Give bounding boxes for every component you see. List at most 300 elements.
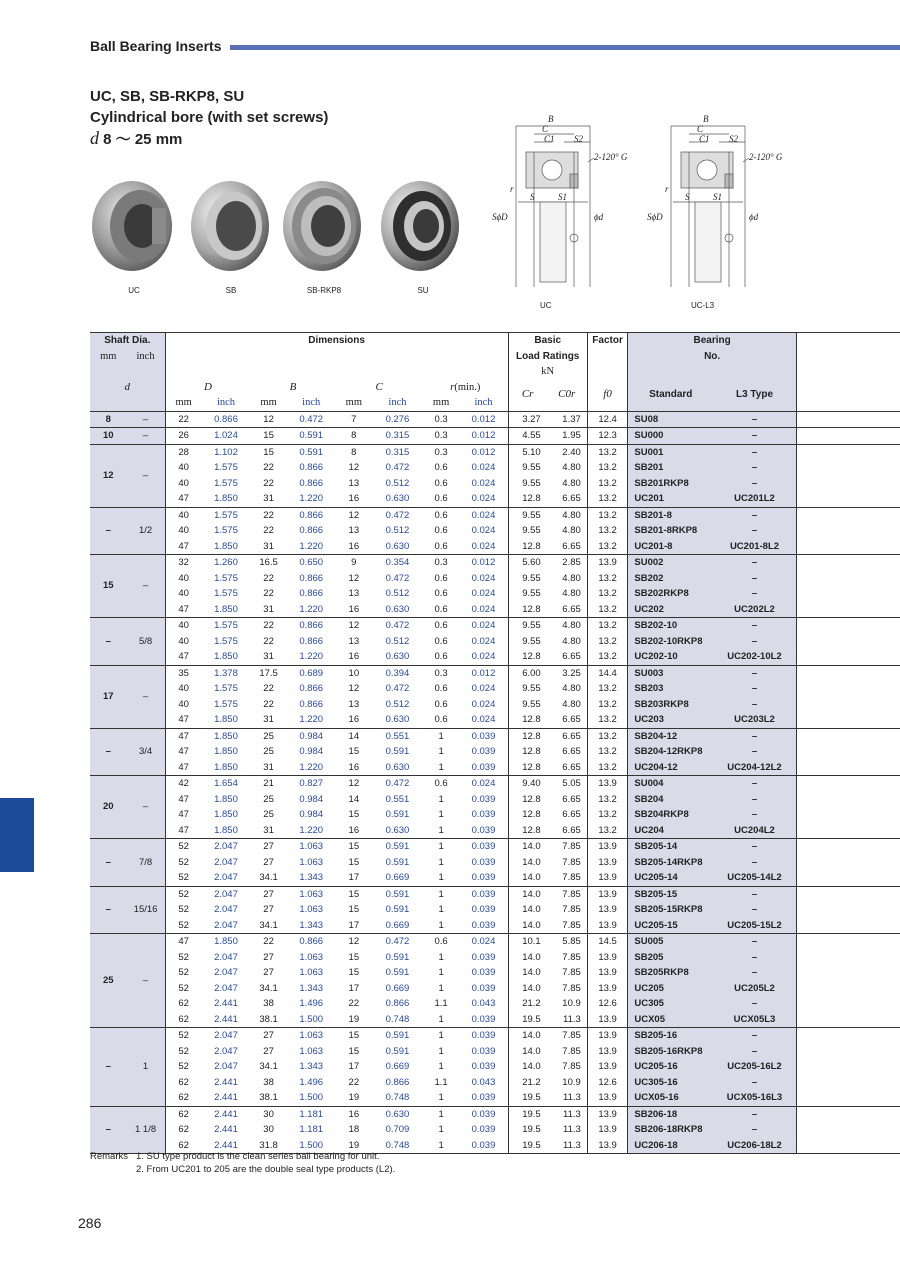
th-r: r <box>450 380 455 393</box>
dimension-cell: 2.047 <box>214 919 238 931</box>
dimension-cell: 13 <box>348 525 360 536</box>
dimension-cell: 1.496 <box>299 1076 324 1088</box>
shaft-dia-mm: 17 <box>90 665 127 728</box>
side-index-tab <box>0 798 34 872</box>
dimension-cell: 0.039 <box>471 809 496 820</box>
dimension-cell: 22 <box>178 413 189 425</box>
l3-bearing-no: – <box>713 555 796 571</box>
dimension-cell: 13 <box>348 698 360 710</box>
ucl3-dim-s1: S1 <box>713 192 722 202</box>
dimension-cell: 12 <box>348 572 360 584</box>
dimension-cell: 0.024 <box>471 477 496 489</box>
cr-cell: 12.8 <box>508 744 547 760</box>
dimension-cell: 13 <box>348 588 360 599</box>
dimension-cell: 47 <box>178 730 189 742</box>
dimension-cell: 0.512 <box>385 588 410 599</box>
l3-bearing-no: – <box>713 444 796 460</box>
dimension-cell: 62 <box>178 1124 189 1135</box>
su-photo <box>380 178 465 274</box>
cor-cell: 2.40 <box>562 446 581 458</box>
dimension-cell: 0.6 <box>434 620 448 631</box>
factor-cell: 13.9 <box>587 1122 628 1138</box>
dimension-cell: 0.024 <box>471 698 496 710</box>
cor-cell: 6.65 <box>562 793 581 805</box>
dimension-cell: 1.850 <box>214 730 238 742</box>
dimension-cell: 47 <box>178 936 189 947</box>
row-filler <box>796 602 900 618</box>
l3-bearing-no: UC203L2 <box>713 712 796 728</box>
row-filler <box>796 744 900 760</box>
dimension-cell: 22 <box>263 588 274 599</box>
dimension-cell: 31 <box>263 761 274 773</box>
dimension-cell: 0.6 <box>434 588 448 599</box>
cor-cell: 6.65 <box>562 746 581 757</box>
th-B: B <box>289 380 297 393</box>
shaft-dia-inch: – <box>127 665 166 728</box>
dimension-cell: 1.181 <box>299 1108 324 1120</box>
factor-cell: 13.9 <box>587 886 628 902</box>
dimension-cell: 1.850 <box>214 761 238 773</box>
dimension-cell: 27 <box>263 904 274 915</box>
cor-cell: 4.80 <box>562 462 581 473</box>
dimension-cell: 62 <box>178 1092 189 1103</box>
dimension-cell: 1.496 <box>299 998 324 1009</box>
cor-cell: 6.65 <box>562 730 581 742</box>
dimension-cell: 27 <box>263 888 274 900</box>
dimension-cell: 0.3 <box>434 430 448 441</box>
standard-bearing-no: SB204-12RKP8 <box>628 744 713 760</box>
dimension-cell: 0.669 <box>385 1061 410 1072</box>
standard-bearing-no: SB203RKP8 <box>628 697 713 713</box>
dimension-cell: 0.591 <box>385 809 410 820</box>
row-filler <box>796 870 900 886</box>
factor-cell: 13.2 <box>587 681 628 697</box>
dimension-cell: 1.850 <box>214 714 238 725</box>
l3-bearing-no: – <box>713 902 796 918</box>
table-row <box>90 1075 900 1091</box>
l3-bearing-no: – <box>713 965 796 981</box>
uc-dim-s: S <box>530 192 535 202</box>
dimension-cell: 22 <box>263 462 274 473</box>
standard-bearing-no: UC206-18 <box>628 1138 713 1154</box>
factor-cell: 13.2 <box>587 491 628 507</box>
cor-cell: 4.80 <box>562 572 581 584</box>
dimension-cell: 47 <box>178 824 189 836</box>
dimension-cell: 15 <box>263 430 274 441</box>
shaft-dia-inch: 7/8 <box>127 839 166 887</box>
dimension-cell: 0.012 <box>471 430 496 441</box>
standard-bearing-no: SB204RKP8 <box>628 807 713 823</box>
dimension-cell: 0.866 <box>299 509 324 521</box>
row-filler <box>796 1138 900 1154</box>
cr-cell: 19.5 <box>508 1012 547 1028</box>
dimension-cell: 1.1 <box>434 998 448 1009</box>
dimension-cell: 1.850 <box>214 809 238 820</box>
ucl3-dim-g: 2-120° G <box>749 152 783 162</box>
row-filler <box>796 1122 900 1138</box>
th-f0: f0 <box>603 388 612 401</box>
cor-cell: 6.65 <box>562 603 581 615</box>
table-row <box>90 918 900 934</box>
standard-bearing-no: SB205-16 <box>628 1028 713 1044</box>
standard-bearing-no: SB201-8RKP8 <box>628 523 713 539</box>
dimension-cell: 0.315 <box>385 430 410 441</box>
dimension-cell: 31 <box>263 651 274 662</box>
standard-bearing-no: SU000 <box>628 428 713 445</box>
dimension-cell: 1 <box>438 872 444 883</box>
dimension-cell: 0.630 <box>385 1108 410 1120</box>
shaft-dia-mm: – <box>90 886 127 934</box>
table-row <box>90 855 900 871</box>
dimension-cell: 1.102 <box>214 446 238 458</box>
dimension-cell: 0.512 <box>385 525 410 536</box>
uc-l3-diagram-label: UC-L3 <box>691 301 715 310</box>
cor-cell: 7.85 <box>562 982 581 994</box>
standard-bearing-no: SB205-16RKP8 <box>628 1044 713 1060</box>
cor-cell: 11.3 <box>562 1139 581 1151</box>
dimension-cell: 0.012 <box>471 446 496 458</box>
row-filler <box>796 539 900 555</box>
dimension-cell: 2.441 <box>214 1076 238 1088</box>
cor-cell: 7.85 <box>562 951 581 963</box>
table-row <box>90 428 900 445</box>
row-filler <box>796 996 900 1012</box>
cr-cell: 12.8 <box>508 649 547 665</box>
l3-bearing-no: – <box>713 681 796 697</box>
dimension-cell: 0.472 <box>385 462 410 473</box>
shaft-dia-mm: – <box>90 1028 127 1107</box>
dimension-cell: 0.3 <box>434 413 448 425</box>
dimension-cell: 22 <box>263 683 274 694</box>
dimension-cell: 0.984 <box>299 730 324 742</box>
dimension-cell: 52 <box>178 982 189 994</box>
shaft-dia-mm: – <box>90 507 127 555</box>
dimension-cell: 2.047 <box>214 1045 238 1057</box>
dimension-cell: 17 <box>348 872 360 883</box>
cor-cell: 10.9 <box>562 1076 581 1088</box>
dimension-cell: 1.063 <box>299 856 324 868</box>
dimension-cell: 31 <box>263 540 274 552</box>
row-filler <box>796 491 900 507</box>
dimension-cell: 0.472 <box>385 683 410 694</box>
standard-bearing-no: SB205-15 <box>628 886 713 902</box>
th-D: D <box>203 380 212 393</box>
cor-cell: 4.80 <box>562 698 581 710</box>
cor-cell: 4.80 <box>562 683 581 694</box>
dimension-cell: 0.024 <box>471 525 496 536</box>
dimension-cell: 47 <box>178 493 189 504</box>
cr-cell: 12.8 <box>508 807 547 823</box>
dimension-cell: 0.866 <box>299 462 324 473</box>
dimension-cell: 0.039 <box>471 824 496 836</box>
dimension-cell: 1.063 <box>299 904 324 915</box>
section-title: Ball Bearing Inserts <box>90 38 222 54</box>
dimension-cell: 0.6 <box>434 540 448 552</box>
dimension-cell: 0.984 <box>299 746 324 757</box>
l3-bearing-no: – <box>713 855 796 871</box>
dimension-cell: 0.866 <box>299 525 324 536</box>
dimension-cell: 52 <box>178 951 189 963</box>
l3-bearing-no: – <box>713 792 796 808</box>
standard-bearing-no: UC202-10 <box>628 649 713 665</box>
dimension-cell: 15 <box>263 446 274 458</box>
dimension-cell: 52 <box>178 967 189 978</box>
cor-cell: 7.85 <box>562 841 581 852</box>
factor-cell: 13.9 <box>587 1044 628 1060</box>
standard-bearing-no: UC201 <box>628 491 713 507</box>
table-row <box>90 760 900 776</box>
dimension-cell: 0.024 <box>471 651 496 662</box>
factor-cell: 12.6 <box>587 1075 628 1091</box>
cr-cell: 14.0 <box>508 965 547 981</box>
dimension-cell: 1 <box>438 982 444 994</box>
shaft-dia-mm: – <box>90 1106 127 1154</box>
standard-bearing-no: UC305-16 <box>628 1075 713 1091</box>
dimension-cell: 40 <box>178 635 189 647</box>
factor-cell: 13.9 <box>587 965 628 981</box>
dimension-cell: 0.043 <box>471 998 496 1009</box>
dimension-cell: 47 <box>178 746 189 757</box>
row-filler <box>796 649 900 665</box>
section-header <box>90 38 900 54</box>
cr-cell: 14.0 <box>508 981 547 997</box>
uc-dim-r: r <box>510 184 514 194</box>
cr-cell: 14.0 <box>508 1059 547 1075</box>
cr-cell: 5.10 <box>508 444 547 460</box>
standard-bearing-no: SB206-18 <box>628 1106 713 1122</box>
uc-photo <box>90 178 180 274</box>
factor-cell: 13.2 <box>587 507 628 523</box>
dimension-cell: 0.472 <box>299 413 324 425</box>
dimension-cell: 40 <box>178 462 189 473</box>
th-C-inch: inch <box>388 397 407 408</box>
dimension-cell: 2.047 <box>214 967 238 978</box>
dimension-cell: 0.039 <box>471 888 496 900</box>
cr-cell: 9.55 <box>508 460 547 476</box>
dimension-cell: 0.039 <box>471 1108 496 1120</box>
dimension-cell: 1.575 <box>214 683 238 694</box>
cor-cell: 6.65 <box>562 809 581 820</box>
dimension-cell: 31 <box>263 714 274 725</box>
shaft-dia-inch: 1 1/8 <box>127 1106 166 1154</box>
factor-cell: 13.2 <box>587 586 628 602</box>
dimension-cell: 0.551 <box>385 730 410 742</box>
dimension-cell: 8 <box>351 446 357 458</box>
cr-cell: 9.40 <box>508 776 547 792</box>
cr-cell: 12.8 <box>508 823 547 839</box>
factor-cell: 13.2 <box>587 823 628 839</box>
table-row <box>90 555 900 571</box>
l3-bearing-no: – <box>713 1028 796 1044</box>
dimension-cell: 52 <box>178 872 189 883</box>
dimension-cell: 52 <box>178 841 189 852</box>
factor-cell: 13.2 <box>587 634 628 650</box>
dimension-cell: 0.669 <box>385 919 410 931</box>
cr-cell: 9.55 <box>508 523 547 539</box>
standard-bearing-no: UC204-12 <box>628 760 713 776</box>
ucl3-dim-b: B <box>703 114 709 124</box>
dimension-cell: 0.024 <box>471 603 496 615</box>
shaft-dia-mm: – <box>90 618 127 666</box>
th-dimensions: Dimensions <box>308 335 365 346</box>
table-row <box>90 981 900 997</box>
row-filler <box>796 1012 900 1028</box>
cr-cell: 21.2 <box>508 1075 547 1091</box>
dimension-cell: 1.850 <box>214 793 238 805</box>
th-d-symbol: d <box>124 380 131 393</box>
table-row <box>90 539 900 555</box>
l3-bearing-no: – <box>713 996 796 1012</box>
dimension-cell: 27 <box>263 1045 274 1057</box>
dimension-cell: 0.024 <box>471 936 496 947</box>
dimension-cell: 0.866 <box>299 588 324 599</box>
dimension-cell: 0.039 <box>471 982 496 994</box>
cor-cell: 6.65 <box>562 651 581 662</box>
standard-bearing-no: SB205-14 <box>628 839 713 855</box>
factor-cell: 13.9 <box>587 1106 628 1122</box>
dimension-cell: 0.472 <box>385 778 410 789</box>
dimension-cell: 0.591 <box>299 430 324 441</box>
table-row <box>90 586 900 602</box>
dimension-cell: 47 <box>178 761 189 773</box>
table-row <box>90 934 900 950</box>
row-filler <box>796 950 900 966</box>
dimension-cell: 8 <box>351 430 357 441</box>
dimension-cell: 1.343 <box>299 919 324 931</box>
cor-cell: 7.85 <box>562 888 581 900</box>
l3-bearing-no: – <box>713 697 796 713</box>
dimension-cell: 34.1 <box>259 872 278 883</box>
factor-cell: 13.2 <box>587 618 628 634</box>
factor-cell: 13.2 <box>587 444 628 460</box>
l3-bearing-no: – <box>713 618 796 634</box>
table-row <box>90 411 900 428</box>
row-filler <box>796 918 900 934</box>
dimension-cell: 0.6 <box>434 462 448 473</box>
dimension-cell: 1.500 <box>299 1092 324 1103</box>
table-row <box>90 681 900 697</box>
dimension-cell: 0.866 <box>385 1076 410 1088</box>
table-row <box>90 523 900 539</box>
row-filler <box>796 728 900 744</box>
factor-cell: 13.9 <box>587 1012 628 1028</box>
row-filler <box>796 1059 900 1075</box>
dimension-cell: 1 <box>438 1108 444 1120</box>
row-filler <box>796 712 900 728</box>
cr-cell: 6.00 <box>508 665 547 681</box>
dimension-cell: 0.709 <box>385 1124 410 1135</box>
dimension-cell: 0.039 <box>471 730 496 742</box>
row-filler <box>796 460 900 476</box>
dimension-cell: 14 <box>348 793 360 805</box>
dimension-cell: 12 <box>348 462 360 473</box>
dimension-cell: 1 <box>438 746 444 757</box>
th-basic: Basic <box>508 333 587 349</box>
dimension-cell: 0.024 <box>471 540 496 552</box>
cr-cell: 14.0 <box>508 918 547 934</box>
th-standard: Standard <box>628 380 713 412</box>
cor-cell: 11.3 <box>562 1124 581 1135</box>
uc-dim-s2: S2 <box>574 134 583 144</box>
dimension-cell: 0.630 <box>385 603 410 615</box>
factor-cell: 13.2 <box>587 460 628 476</box>
table-row <box>90 1090 900 1106</box>
dimension-cell: 16 <box>348 761 360 773</box>
dimension-cell: 0.024 <box>471 588 496 599</box>
l3-bearing-no: UCX05-16L3 <box>713 1090 796 1106</box>
standard-bearing-no: SB202RKP8 <box>628 586 713 602</box>
factor-cell: 13.2 <box>587 476 628 492</box>
factor-cell: 13.2 <box>587 760 628 776</box>
dimension-cell: 1.1 <box>434 1076 448 1088</box>
shaft-dia-inch: 1 <box>127 1028 166 1107</box>
cor-cell: 3.25 <box>562 667 581 679</box>
cor-cell: 11.3 <box>562 1108 581 1120</box>
th-load-ratings: Load Ratings <box>508 349 587 365</box>
dimension-cell: 0.024 <box>471 714 496 725</box>
cor-cell: 6.65 <box>562 493 581 504</box>
l3-bearing-no: – <box>713 776 796 792</box>
factor-cell: 13.9 <box>587 950 628 966</box>
dimension-cell: 15 <box>348 888 360 900</box>
dimension-cell: 1.024 <box>214 430 238 441</box>
dimension-cell: 62 <box>178 1139 189 1151</box>
row-filler <box>796 665 900 681</box>
uc-dim-c1: C1 <box>544 134 555 144</box>
th-cr: Cr <box>521 388 534 401</box>
dimension-cell: 0.689 <box>299 667 324 679</box>
cor-cell: 4.80 <box>562 588 581 599</box>
standard-bearing-no: SB201-8 <box>628 507 713 523</box>
table-row <box>90 1044 900 1060</box>
th-shaft: Shaft Dia. <box>90 333 165 349</box>
dimension-cell: 15 <box>348 1030 360 1041</box>
factor-cell: 12.4 <box>587 411 628 428</box>
cr-cell: 3.27 <box>508 411 547 428</box>
dimension-cell: 15 <box>348 746 360 757</box>
cr-cell: 12.8 <box>508 602 547 618</box>
dimension-cell: 0.6 <box>434 635 448 647</box>
cr-cell: 19.5 <box>508 1138 547 1154</box>
cor-cell: 6.65 <box>562 824 581 836</box>
row-filler <box>796 555 900 571</box>
th-C: C <box>375 380 383 393</box>
cr-cell: 12.8 <box>508 760 547 776</box>
dimension-cell: 0.024 <box>471 572 496 584</box>
bore-title: Cylindrical bore (with set screws) <box>90 109 329 126</box>
standard-bearing-no: UC201-8 <box>628 539 713 555</box>
dimension-cell: 1.575 <box>214 462 238 473</box>
photo-label-sb-rkp8: SB-RKP8 <box>306 286 342 295</box>
shaft-dia-inch: – <box>127 428 166 445</box>
factor-cell: 13.9 <box>587 1138 628 1154</box>
row-filler <box>796 681 900 697</box>
l3-bearing-no: – <box>713 1044 796 1060</box>
dimension-cell: 0.591 <box>385 746 410 757</box>
factor-cell: 13.2 <box>587 539 628 555</box>
cor-cell: 6.65 <box>562 714 581 725</box>
row-filler <box>796 855 900 871</box>
dimension-cell: 0.866 <box>299 683 324 694</box>
dimension-cell: 1.220 <box>299 761 324 773</box>
dimension-cell: 0.6 <box>434 493 448 504</box>
dimension-cell: 1 <box>438 730 444 742</box>
dimension-cell: 0.512 <box>385 477 410 489</box>
dimension-cell: 0.315 <box>385 446 410 458</box>
dimension-cell: 17 <box>348 982 360 994</box>
dimension-cell: 0.039 <box>471 746 496 757</box>
dimension-cell: 0.276 <box>385 413 410 425</box>
